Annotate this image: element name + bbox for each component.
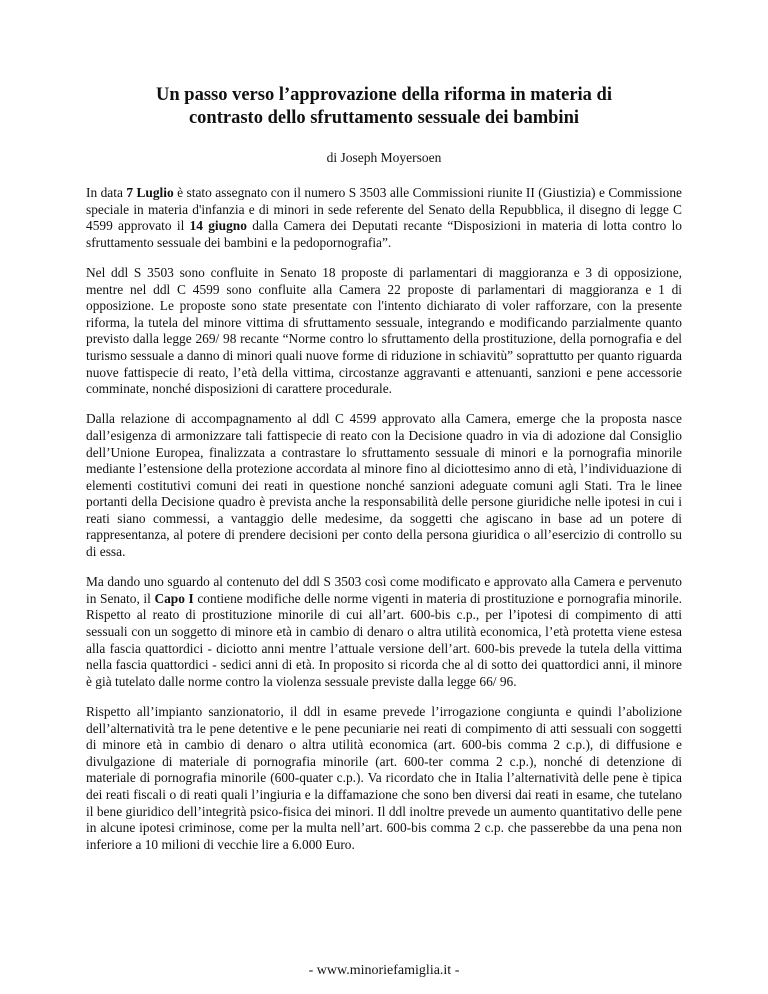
- article-body: [86, 185, 682, 867]
- title-line-2: contrasto dello sfruttamento sessuale dei bambini: [188, 108, 580, 128]
- paragraph-4-text-b: contiene modifiche delle norme vigenti in materia di prostituzione e pornografia minorile. Rispetto al reato di prostituzione minorile di cui all’art. 600-bis c.p., per l’ipotesi di compimento di atti sessuali con un soggetto di minore età in cambio di denaro o altra utilità economica, l’età protetta viene estesa alla fascia quattordici - diciotto anni mentre l’attuale versione dell’art. 600-bis prevede la tutela della vittima nella fascia quattordici - sedici anni di età. In proposito si ricorda che al di sotto dei quattordici anni, il minore è già tutelato dalle norme contro la violenza sessuale previste dalla legge 66/ 96.: [86, 590, 682, 689]
- paragraph-5: Rispetto all’impianto sanzionatorio, il ddl in esame prevede l’irrogazione congiunta e quindi l’abolizione dell’alternatività tra le pene detentive e le pene pecuniarie nei reati di compimento di atti sessuali con soggetti di minore età in cambio di denaro o altra utilità economica (art. 600-bis comma 2 c.p.), di diffusione e divulgazione di materiale di pornografia minorile (art. 600-ter comma 2 c.p.), nonché di detenzione di materiale di pornografia minorile (600-quater c.p.). Va ricordato che in Italia l’alternatività delle pene è tipica dei reati fiscali o di reati quali l’ingiuria e la diffamazione che sono ben diversi dai reati in esame, che tutelano il bene giuridico dell’integrità psico-fisica dei minori. Il ddl inoltre prevede un aumento quantitativo delle pene in alcune ipotesi criminose, come per la multa nell’art. 600-bis comma 2 c.p. che passerebbe da una pena non inferiore a 10 milioni di vecchie lire a 6.000 Euro.: [86, 704, 682, 852]
- footer-website: - www.minoriefamiglia.it -: [308, 963, 460, 978]
- paragraph-2: Nel ddl S 3503 sono confluite in Senato 18 proposte di parlamentari di maggioranza e 3 di opposizione, mentre nel ddl C 4599 sono confluite alla Camera 22 proposte di parlamentari di maggioranza e 1 di opposizione. Le proposte sono state presentate con l'intento dichiarato di voler rafforzare, con la presente riforma, la tutela del minore vittima di sfruttamento sessuale, integrando e modificando parzialmente quanto previsto dalla legge 269/ 98 recante “Norme contro lo sfruttamento della prostituzione, della pornografia e del turismo sessuale a danno di minori quali nuove forme di riduzione in schiavitù” soprattutto per quanto riguarda nuove fattispecie di reato, l’età della vittima, circostanze aggravanti e attenuanti, sanzioni e pene accessorie comminate, nonché disposizioni di carattere procedurale.: [86, 264, 682, 397]
- paragraph-1: [86, 185, 682, 251]
- title-line-1: Un passo verso l’approvazione della riforma in materia di: [156, 85, 612, 105]
- paragraph-1-text-c: dalla Camera dei Deputati recante “Disposizioni in materia di lotta contro lo sfruttamento sessuale dei bambini e la pedopornografia”.: [86, 218, 682, 250]
- author-byline: di Joseph Moyersoen: [326, 150, 442, 165]
- paragraph-3: Dalla relazione di accompagnamento al ddl C 4599 approvato alla Camera, emerge che la proposta nasce dall’esigenza di armonizzare tali fattispecie di reato con la Decisione quadro in via di adozione dal Consiglio dell’Unione Europea, finalizzata a contrastare lo sfruttamento sessuale di minori e la pornografia minorile mediante l’estensione della protezione accordata al minore fino al diciottesimo anno di età, l’individuazione di elementi costitutivi comuni dei reati in questione nonché sanzioni adeguate comuni agli Stati. Tra le linee portanti della Decisione quadro è prevista anche la responsabilità delle persone giuridiche nelle ipotesi in cui i reati siano commessi, a vantaggio delle medesime, da soggetti che agiscano in base ad un potere di rappresentanza, al potere di prendere decisioni per conto della persona giuridica o all’esercizio di controllo su di essa.: [86, 411, 682, 560]
- paragraph-4-text-a: Ma dando uno sguardo al contenuto del ddl S 3503 così come modificato e approvato alla Camera e pervenuto in Senato, il: [86, 574, 682, 606]
- date-june-14: 14 giugno: [189, 218, 247, 234]
- paragraph-4: [86, 574, 682, 690]
- paragraph-1-text-b: è stato assegnato con il numero S 3503 alle Commissioni riunite II (Giustizia) e Commissione speciale in materia d'infanzia e di minori in sede referente del Senato della Repubblica, il disegno di legge C 4599 approvato il: [86, 185, 682, 234]
- capo-i-label: Capo I: [154, 590, 194, 606]
- date-july-7: 7 Luglio: [126, 185, 174, 200]
- paragraph-1-text-a: In data: [86, 185, 127, 200]
- page-title: [90, 84, 678, 130]
